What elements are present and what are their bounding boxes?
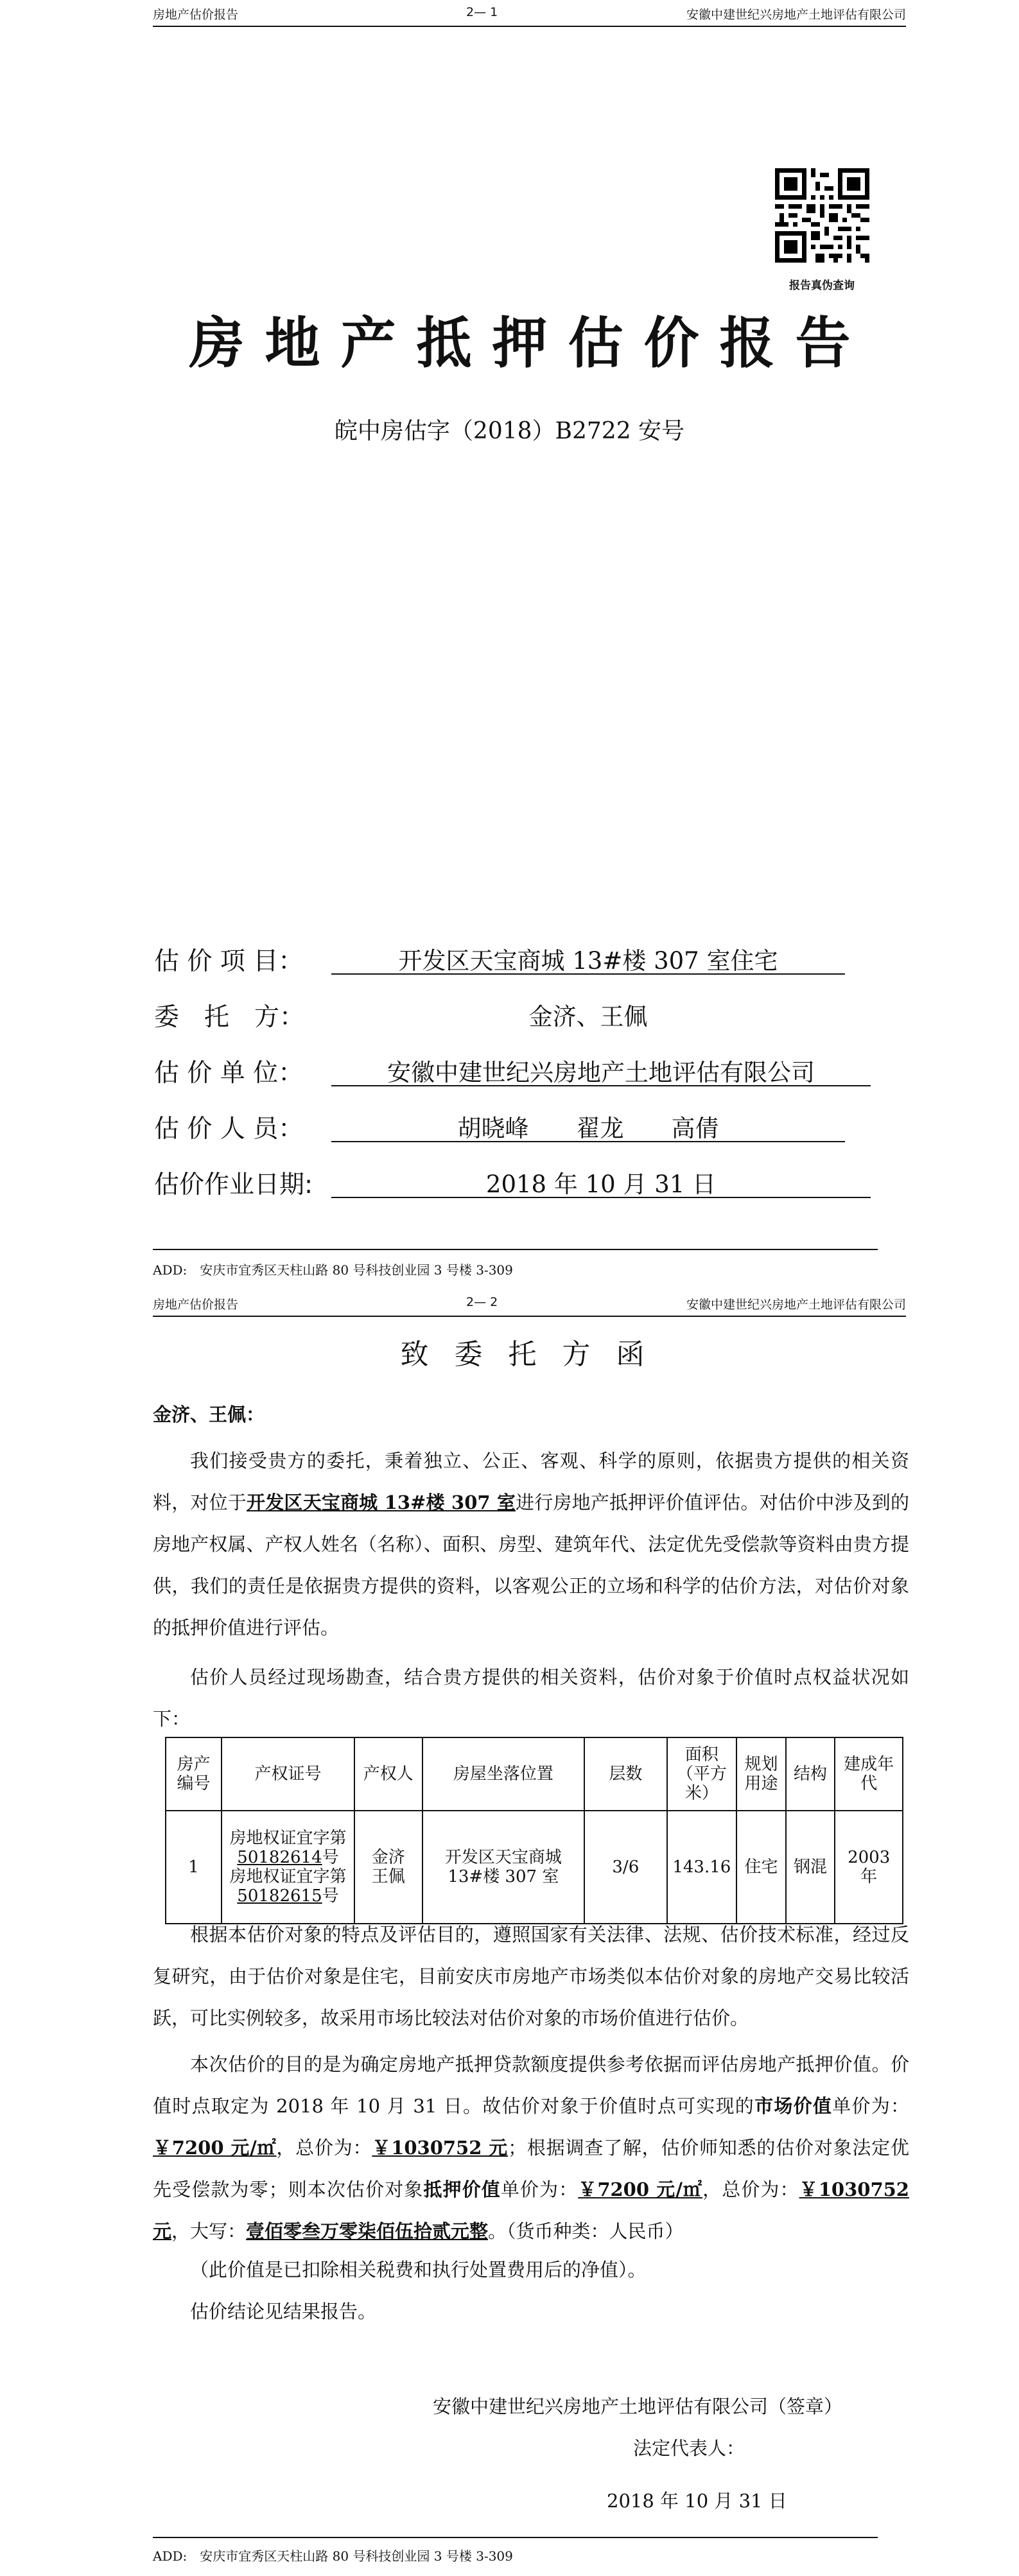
paragraph-see-report: 估价结论见结果报告。 xyxy=(190,2301,377,2322)
header-company: 安徽中建世纪兴房地产土地评估有限公司 xyxy=(686,1298,906,1312)
cell-structure: 钢混 xyxy=(786,1811,835,1924)
salutation: 金济、王佩： xyxy=(153,1404,265,1425)
th-year: 建成年代 xyxy=(835,1737,903,1811)
field-value: 安徽中建世纪兴房地产土地评估有限公司 xyxy=(331,1053,871,1086)
th-location: 房屋坐落位置 xyxy=(422,1737,585,1811)
qr-code-icon[interactable] xyxy=(775,168,869,263)
th-floors: 层数 xyxy=(584,1737,666,1811)
field-value: 金济、王佩 xyxy=(528,1003,648,1031)
th-area: 面积（平方米） xyxy=(667,1737,737,1811)
paragraph-survey: 估价人员经过现场勘查，结合贵方提供的相关资料，估价对象于价值时点权益状况如下： xyxy=(153,1666,909,1730)
signature-date: 2018 年 10 月 31 日 xyxy=(607,2490,787,2512)
field-value: 胡晓峰 翟龙 高倩 xyxy=(331,1109,845,1142)
signature-company: 安徽中建世纪兴房地产土地评估有限公司（签章） xyxy=(433,2396,843,2417)
qr-caption: 报告真伪查询 xyxy=(789,279,855,292)
paragraph-conclusion: 本次估价的目的是为确定房地产抵押贷款额度提供参考依据而评估房地产抵押价值。价值时点取定为 2018 年 10 月 31 日。故估价对象于价值时点可实现的市场价值单价为：￥7200 元/㎡，总价为：￥1030752 元；根据调查了解，估价师知悉的估价对象法定优先受偿款为零；则本次估价对象抵押价值单价为：￥7200 元/㎡，总价为：￥1030752 元，大写：壹佰零叁万零柒佰伍拾贰元整。（货币种类：人民币） xyxy=(153,2053,909,2242)
property-table xyxy=(165,1737,903,1924)
letter-title: 致委托方函 xyxy=(400,1338,670,1371)
cell-year: 2003 年 xyxy=(835,1811,903,1924)
th-use: 规划用途 xyxy=(736,1737,786,1811)
field-value: 2018 年 10 月 31 日 xyxy=(331,1165,871,1198)
header-page-number: 2— 2 xyxy=(466,1295,498,1309)
market-unit-price: ￥7200 元/㎡ xyxy=(153,2137,277,2159)
amount-in-words: 壹佰零叁万零柒佰伍拾贰元整 xyxy=(246,2220,489,2242)
paragraph-net-note: （此价值是已扣除相关税费和执行处置费用后的净值）。 xyxy=(190,2259,647,2281)
footer-divider xyxy=(153,1249,878,1250)
field-value: 开发区天宝商城 13#楼 307 室住宅 xyxy=(331,941,845,975)
table-header-row xyxy=(166,1737,903,1811)
property-address: 开发区天宝商城 13#楼 307 室 xyxy=(247,1492,516,1513)
page-header xyxy=(153,1292,906,1317)
cover-page xyxy=(0,0,1019,1286)
page-header xyxy=(153,3,906,27)
header-company: 安徽中建世纪兴房地产土地评估有限公司 xyxy=(686,8,906,22)
th-owner: 产权人 xyxy=(354,1737,422,1811)
field-label: 估 价 人 员： xyxy=(154,1115,304,1144)
signature-rep: 法定代表人： xyxy=(633,2437,745,2459)
paragraph-method: 根据本估价对象的特点及评估目的，遵照国家有关法律、法规、估价技术标准，经过反复研究，由于估价对象是住宅，目前安庆市房地产市场类似本估价对象的房地产交易比较活跃，可比实例较多，故采用市场比较法对估价对象的市场价值进行估价。 xyxy=(153,1924,909,2029)
header-left: 房地产估价报告 xyxy=(153,1298,239,1312)
letter-page xyxy=(0,1286,1019,2576)
market-total-price: ￥1030752 元 xyxy=(372,2137,509,2159)
cell-area: 143.16 xyxy=(667,1811,737,1924)
field-label: 估 价 项 目： xyxy=(154,947,304,976)
th-no: 房产编号 xyxy=(166,1737,222,1811)
cell-owner: 金济 王佩 xyxy=(354,1811,422,1924)
cell-location: 开发区天宝商城 13#楼 307 室 xyxy=(422,1811,585,1924)
field-label: 估 价 单 位： xyxy=(154,1059,304,1088)
field-label: 估价作业日期: xyxy=(154,1171,313,1199)
cell-floors: 3/6 xyxy=(584,1811,666,1924)
paragraph-intro: 我们接受贵方的委托，秉着独立、公正、客观、科学的原则，依据贵方提供的相关资料，对位于开发区天宝商城 13#楼 307 室进行房地产抵押评价值评估。对估价中涉及到的房地产权属、产权人姓名（名称）、面积、房型、建筑年代、法定优先受偿款等资料由贵方提供，我们的责任是依据贵方提供的资料，以客观公正的立场和科学的估价方法，对估价对象的抵押价值进行评估。 xyxy=(153,1450,909,1639)
footer-address: ADD: 安庆市宜秀区天柱山路 80 号科技创业园 3 号楼 3-309 xyxy=(153,2548,513,2564)
mortgage-total-price: ￥1030752 元 xyxy=(153,2179,909,2242)
cell-cert: 房地权证宜字第50182614号 房地权证宜字第50182615号 xyxy=(222,1811,354,1924)
mortgage-unit-price: ￥7200 元/㎡ xyxy=(578,2179,703,2200)
table-row xyxy=(166,1811,903,1924)
header-left: 房地产估价报告 xyxy=(153,8,239,22)
th-structure: 结构 xyxy=(786,1737,835,1811)
cell-use: 住宅 xyxy=(736,1811,786,1924)
report-title: 房地产抵押估价报告 xyxy=(189,311,871,376)
th-cert: 产权证号 xyxy=(222,1737,354,1811)
field-label: 委 托 方： xyxy=(154,1003,305,1032)
header-page-number: 2— 1 xyxy=(466,5,498,19)
footer-divider xyxy=(153,2537,878,2538)
footer-address: ADD: 安庆市宜秀区天柱山路 80 号科技创业园 3 号楼 3-309 xyxy=(153,1262,513,1278)
cell-no: 1 xyxy=(166,1811,222,1924)
report-number: 皖中房估字（2018）B2722 安号 xyxy=(334,418,685,444)
